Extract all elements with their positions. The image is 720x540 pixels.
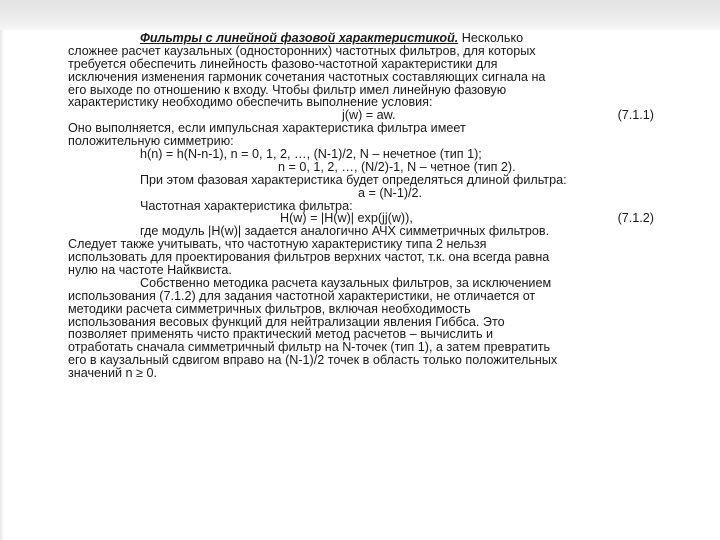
text-line: его выходе по отношению к входу. Чтобы фильтр имел линейную фазовую bbox=[68, 82, 507, 97]
text-line: Оно выполняется, если импульсная характеристика фильтра имеет bbox=[68, 121, 466, 136]
equation: H(w) = |H(w)| exp(jj(w)), bbox=[280, 211, 413, 226]
text-line: исключения изменения гармоник сочетания частотных составляющих сигнала на bbox=[68, 69, 546, 84]
text-line: использовать для проектирования фильтров верхних частот, т.к. она всегда равна bbox=[68, 250, 550, 265]
text-line: h(n) = h(N-n-1), n = 0, 1, 2, …, (N-1)/2, N – нечетное (тип 1); bbox=[140, 147, 482, 162]
text-line: Частотная характеристика фильтра: bbox=[140, 198, 353, 213]
text-line: n = 0, 1, 2, …, (N/2)-1, N – четное (тип 2). bbox=[278, 159, 516, 174]
text-line: a = (N-1)/2. bbox=[358, 185, 423, 200]
text-line: его в каузальный сдвигом вправо на (N-1)/2 точек в область только положительных bbox=[68, 353, 558, 368]
text-span: Несколько bbox=[458, 31, 524, 45]
text-line: нулю на частоте Найквиста. bbox=[68, 263, 232, 278]
text-line: где модуль |H(w)| задается аналогично АЧХ симметричных фильтров. bbox=[140, 224, 550, 239]
section-title: Фильтры с линейной фазовой характеристикой. bbox=[140, 31, 459, 45]
top-band bbox=[0, 0, 720, 30]
text-line: значений n ≥ 0. bbox=[68, 366, 157, 381]
equation-number: (7.1.2) bbox=[617, 211, 654, 226]
equation: j(w) = aw. bbox=[342, 108, 396, 123]
left-shadow bbox=[0, 30, 4, 540]
equation-number: (7.1.1) bbox=[617, 108, 654, 123]
text-line: сложнее расчет каузальных (односторонних) частотных фильтров, для которых bbox=[68, 43, 536, 58]
text-line: Следует также учитывать, что частотную характеристику типа 2 нельзя bbox=[68, 237, 487, 252]
text-line: использования весовых функций для нейтрализации явления Гиббса. Это bbox=[68, 314, 505, 329]
document-text bbox=[68, 32, 660, 380]
text-line: позволяет применять чисто практический метод расчетов – вычислить и bbox=[68, 327, 494, 342]
text-line: методики расчета симметричных фильтров, включая необходимость bbox=[68, 301, 471, 316]
text-line: положительную симметрию: bbox=[68, 134, 234, 149]
text-line bbox=[68, 32, 660, 45]
text-line: Собственно методика расчета каузальных фильтров, за исключением bbox=[140, 275, 552, 290]
text-line: отработать сначала симметричный фильтр на N-точек (тип 1), а затем превратить bbox=[68, 340, 551, 355]
text-line: характеристику необходимо обеспечить выполнение условия: bbox=[68, 95, 433, 110]
text-line: требуется обеспечить линейность фазово-частотной характеристики для bbox=[68, 56, 498, 71]
text-line: использования (7.1.2) для задания частотной характеристики, не отличается от bbox=[68, 288, 536, 303]
text-line: При этом фазовая характеристика будет определяться длиной фильтра: bbox=[140, 172, 567, 187]
